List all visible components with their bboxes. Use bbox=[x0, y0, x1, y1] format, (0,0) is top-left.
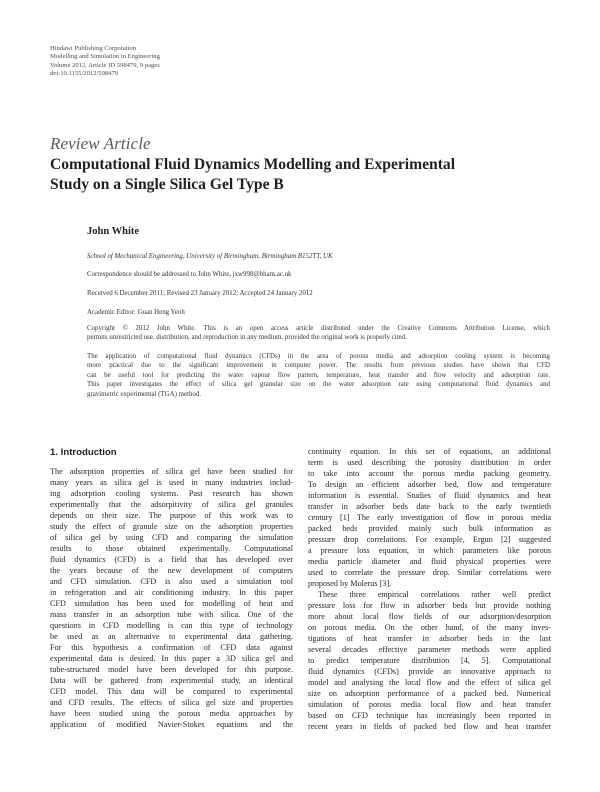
body-line: tube-structured model have been developed for this purpose. bbox=[50, 665, 293, 674]
body-line: study the effect of granule size on the adsorption properties bbox=[50, 522, 293, 531]
body-line: questions in CFD modelling is can this type of technology bbox=[50, 621, 293, 630]
body-line: several decades effective parameter methods were applied bbox=[308, 645, 551, 654]
right-column bbox=[308, 446, 551, 732]
body-line: Data will be gathered from experimental study, an identical bbox=[50, 676, 293, 685]
body-line: CFD simulation has been used for modelling of heat and bbox=[50, 599, 293, 608]
body-line: and CFD results. The effects of silica gel size and properties bbox=[50, 698, 293, 707]
body-line: and CFD simulation. CFD is also used a simulation tool bbox=[50, 577, 293, 586]
body-line: depends on their size. The purpose of this work was to bbox=[50, 511, 293, 520]
left-column bbox=[50, 466, 293, 730]
body-line: continuity equation. In this set of equations, an additional bbox=[308, 447, 551, 456]
body-line: The adsorption properties of silica gel have been studied for bbox=[50, 467, 293, 476]
abstract-line: gravimetric experimental (TGA) method. bbox=[87, 390, 202, 398]
body-line: in refrigeration and air conditioning industry. In this paper bbox=[50, 588, 293, 597]
section-heading: 1. Introduction bbox=[50, 447, 117, 458]
publisher-info bbox=[50, 45, 160, 79]
body-line: a pressure loss equation, in which parameters like porous bbox=[308, 546, 551, 555]
body-line: used to correlate the pressure drop. Similar correlations were bbox=[308, 568, 551, 577]
copyright-line: permits unrestricted use, distribution, and reproduction in any medium, provided the original work is properly cited. bbox=[87, 334, 407, 342]
abstract bbox=[87, 352, 550, 399]
body-line: tigations of heat transfer in adsorber beds in the last bbox=[308, 634, 551, 643]
body-line: transfer in adsorber beds date back to the early twentieth bbox=[308, 502, 551, 511]
body-line: fluid dynamics (CFDs) provide an innovative approach to bbox=[308, 667, 551, 676]
body-line: CFD model. This data will be compared to experimental bbox=[50, 687, 293, 696]
academic-editor: Academic Editor: Guan Heng Yeoh bbox=[87, 309, 185, 316]
body-line: pressure loss for flow in adsorber beds but provide nothing bbox=[308, 601, 551, 610]
copyright bbox=[87, 324, 550, 343]
body-line: pressure drop correlations. For example, Ergun [2] suggested bbox=[308, 535, 551, 544]
body-line: based on CFD technique has increasingly been reported in bbox=[308, 711, 551, 720]
abstract-line: This paper investigates the effect of silica gel granular size on the water adsorption rate using computational fluid dynamics and bbox=[87, 381, 550, 389]
body-line: on porous media. On the other hand, of the many inves- bbox=[308, 623, 551, 632]
body-line: For this hypothesis a confirmation of CFD data against bbox=[50, 643, 293, 652]
body-line: of silica gel by using CFD and comparing the simulation bbox=[50, 533, 293, 542]
abstract-line: can be useful tool for predicting the water vapour flow pattern, temperature, heat transfer and flow velocity and adsorption rate. bbox=[87, 371, 550, 379]
body-line: ing adsorption cooling systems. Past research has shown bbox=[50, 489, 293, 498]
body-line: recent years in fields of packed bed flow and heat transfer bbox=[308, 722, 551, 731]
abstract-line: The application of computational fluid dynamics (CFDs) in the area of porous media and adsorption cooling system is becoming bbox=[87, 353, 550, 360]
article-type: Review Article bbox=[50, 134, 151, 153]
dates: Received 6 December 2011; Revised 23 January 2012; Accepted 24 January 2012 bbox=[87, 290, 313, 297]
body-line: These three empirical correlations rather well predict bbox=[318, 590, 551, 599]
body-line: to take into account the porous media packing geometry. bbox=[308, 469, 551, 478]
body-line: to predict temperature distribution [4, 5]. Computational bbox=[308, 656, 551, 665]
body-line: results to those obtained experimentally. Computational bbox=[50, 544, 293, 553]
body-line: term is used describing the porosity distribution in order bbox=[308, 458, 551, 467]
correspondence: Correspondence should be addressed to John White, jxw998@bham.ac.uk bbox=[87, 271, 292, 278]
title-line-2: Study on a Single Silica Gel Type B bbox=[50, 176, 284, 193]
volume-line: Volume 2012, Article ID 598479, 9 pages bbox=[50, 61, 160, 69]
abstract-line: more practical due to the significant improvement in computer power. The results from previous studies have shown that CFD bbox=[87, 362, 550, 370]
affiliation: School of Mechanical Engineering, University of Birmingham, Birmingham B152TT, UK bbox=[87, 253, 333, 260]
body-line: have been studied using the porous media approaches by bbox=[50, 709, 293, 718]
body-line: be used as an alternative to experimental data gathering. bbox=[50, 632, 293, 641]
body-line: information is essential. Studies of fluid dynamics and heat bbox=[308, 491, 551, 500]
body-line: experimental data is desired. In this paper a 3D silica gel and bbox=[50, 654, 293, 663]
body-line: century [1] The early investigation of flow in porous media bbox=[308, 513, 551, 522]
body-line: simulation of porous media local flow and heat transfer bbox=[308, 700, 551, 709]
body-line: proposed by Molerus [3]. bbox=[308, 579, 392, 588]
article-title bbox=[50, 155, 550, 195]
body-line: application of modified Navier-Stokes equations and the bbox=[50, 720, 293, 729]
copyright-line: Copyright © 2012 John White. This is an open access article distributed under the Creative Commons Attribution License, which bbox=[87, 325, 550, 332]
title-line-1: Computational Fluid Dynamics Modelling and Experimental bbox=[50, 156, 456, 173]
body-line: the years because of the new development of computers bbox=[50, 566, 293, 575]
body-line: packed beds provided mainly such bulk information as bbox=[308, 524, 551, 533]
doi: doi:10.1155/2012/598479 bbox=[50, 70, 119, 78]
body-line: experimentally that the adsorpitivity of silica gel granules bbox=[50, 500, 293, 509]
journal-name: Modelling and Simulation in Engineering bbox=[50, 53, 160, 61]
author-name: John White bbox=[87, 226, 140, 237]
body-line: fluid dynamics (CFD) is a field that has developed over bbox=[50, 555, 293, 564]
body-line: media particle diameter and fluid physical properties were bbox=[308, 557, 551, 566]
body-line: more about local flow fields of our adsorption/desorption bbox=[308, 612, 551, 621]
publisher-name: Hindawi Publishing Corporation bbox=[50, 45, 137, 52]
body-line: model and analysing the local flow and the effect of silica gel bbox=[308, 678, 551, 687]
body-line: many years as silica gel is used in many industries includ- bbox=[50, 478, 293, 487]
body-line: size on adsorption performance of a packed bed. Numerical bbox=[308, 689, 551, 698]
body-line: mass transfer in an adsorption tube with silica. One of the bbox=[50, 610, 293, 619]
body-line: To design an efficient adsorber bed, flow and temperature bbox=[308, 480, 551, 489]
